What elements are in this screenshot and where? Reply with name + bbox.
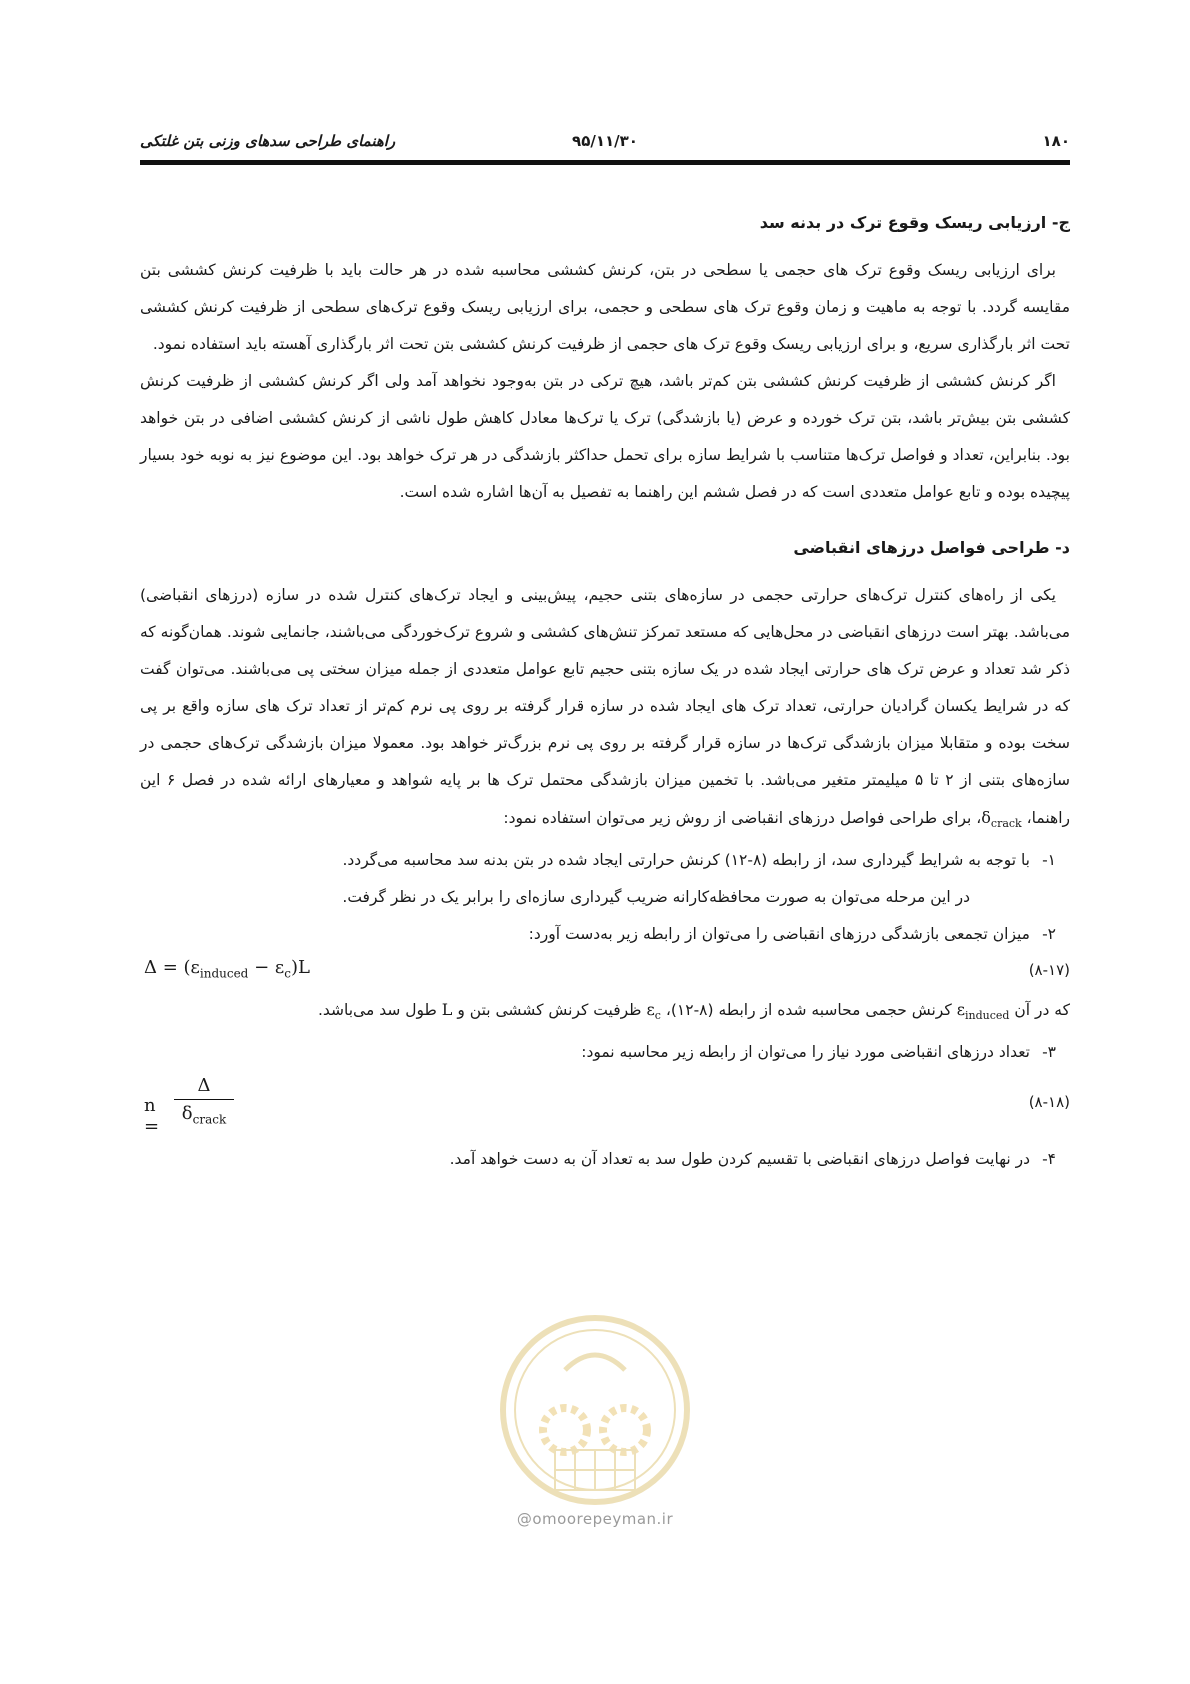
watermark-logo-icon <box>495 1310 695 1510</box>
list-item: ۲-میزان تجمعی بازشدگی درزهای انقباضی را می‌توان از رابطه زیر به‌دست آورد: <box>528 925 1056 944</box>
page-content <box>140 210 1070 1178</box>
symbol-epsilon-induced: $\varepsilon_{induced}$ <box>956 1000 1010 1023</box>
list-item: ۱-با توجه به شرایط گیرداری سد، از رابطه (۸-۱۲) کرنش حرارتی ایجاد شده در بتن بدنه سد محاسبه می‌گردد. <box>342 851 1056 870</box>
symbol-L: L <box>441 1000 453 1020</box>
paragraph: که در آن $\varepsilon_{induced}$ کرنش حجمی محاسبه شده از رابطه (۸-۱۲)، $\varepsilon_c$ ظرفیت کرنش کششی بتن و L طول سد می‌باشد. <box>317 1000 1070 1023</box>
equation-number: (۸-۱۸) <box>1028 1093 1070 1112</box>
header-book-title: راهنمای طراحی سدهای وزنی بتن غلتکی <box>140 132 396 150</box>
equation-number: (۸-۱۷) <box>1028 961 1070 980</box>
list-item: ۴-در نهایت فواصل درزهای انقباضی با تقسیم کردن طول سد به تعداد آن به دست خواهد آمد. <box>449 1150 1056 1169</box>
symbol-epsilon-c: $\varepsilon_c$ <box>646 1000 661 1023</box>
paragraph: برای ارزیابی ریسک وقوع ترک های حجمی یا سطحی در بتن، کرنش کششی محاسبه شده در هر حالت باید با ظرفیت کرنش کششی بتن مقایسه گردد. با توجه به ماهیت و زمان وقوع ترک های سطحی و حجمی، برای ارزیابی ریسک وقوع ترک‌های سطحی از ظرفیت کرنش کششی تحت اثر بارگذاری سریع، و برای ارزیابی ریسک وقوع ترک های حجمی از ظرفیت کرنش کششی بتن تحت اثر بارگذاری آهسته باید استفاده نمود. <box>140 261 1070 353</box>
list-item-continuation: در این مرحله می‌توان به صورت محافظه‌کارانه ضریب گیرداری سازه‌ای را برابر یک در نظر گرفت. <box>342 888 970 907</box>
list-item: ۳-تعداد درزهای انقباضی مورد نیاز را می‌توان از رابطه زیر محاسبه نمود: <box>581 1043 1056 1062</box>
equation-17 <box>140 953 1070 991</box>
section-heading-c: ج- ارزیابی ریسک وقوع ترک در بدنه سد <box>759 213 1070 232</box>
equation-18: n = Δ $\delta_{crack}$ (۸-۱۸) <box>144 1075 1070 1138</box>
header-rule <box>140 160 1070 165</box>
equation-formula: $\Delta = (\varepsilon_{induced} - \varepsilon_c)L$ <box>144 957 310 981</box>
section-heading-d: د- طراحی فواصل درزهای انقباضی <box>793 538 1070 557</box>
paragraph: یکی از راه‌های کنترل ترک‌های حرارتی حجمی در سازه‌های بتنی حجیم، پیش‌بینی و ایجاد ترک‌های کنترل شده در سازه (درزهای انقباضی) می‌باشد. بهتر است درزهای انقباضی در محل‌هایی که مستعد تمرکز تنش‌های کششی و شروع ترک‌خوردگی می‌باشند، جانمایی شوند. همان‌گونه که ذکر شد تعداد و عرض ترک های حرارتی ایجاد شده در یک سازه بتنی حجیم تابع عوامل متعددی از جمله میزان سختی پی می‌باشند. می‌توان گفت که در شرایط یکسان گرادیان حرارتی، تعداد ترک های ایجاد شده در سازه قرار گرفته بر روی پی نرم کم‌تر از تعداد ترک های سازه واقع بر پی سخت بوده و متقابلا میزان بازشدگی ترک‌ها در سازه قرار گرفته بر روی پی نرم بزرگ‌تر خواهد بود. معمولا میزان بازشدگی ترک‌های حجمی در سازه‌های بتنی از ۲ تا ۵ میلیمتر متغیر می‌باشد. با تخمین میزان بازشدگی محتمل ترک ها بر پایه شواهد و معیارهای ارائه شده در فصل ۶ این راهنما، $\delta_{crack}،$ برای طراحی فواصل درزهای انقباضی از روش زیر می‌توان استفاده نمود: <box>140 586 1070 831</box>
symbol-delta-crack: $\delta_{crack}$ <box>981 808 1022 831</box>
page-header <box>140 128 1070 158</box>
paragraph: اگر کرنش کششی از ظرفیت کرنش کششی بتن کم‌تر باشد، هیچ ترکی در بتن به‌وجود نخواهد آمد ولی اگر کرنش کششی از ظرفیت کرنش کششی بتن بیش‌تر باشد، بتن ترک خورده و عرض (یا بازشدگی) ترک یا ترک‌ها معادل کاهش طول ناشی از کرنش کششی اضافی در بتن خواهد بود. بنابراین، تعداد و فواصل ترک‌ها متناسب با شرایط سازه برای تحمل حداکثر بازشدگی در هر ترک خواهد بود. این موضوع نیز به نوبه خود بسیار پیچیده بوده و تابع عوامل متعددی است که در فصل ششم این راهنما به تفصیل به آن‌ها اشاره شده است. <box>140 372 1070 501</box>
watermark-url: @omoorepeyman.ir <box>516 1510 674 1528</box>
header-date: ۹۵/۱۱/۳۰ <box>572 132 638 150</box>
header-page-number: ۱۸۰ <box>1042 132 1070 150</box>
